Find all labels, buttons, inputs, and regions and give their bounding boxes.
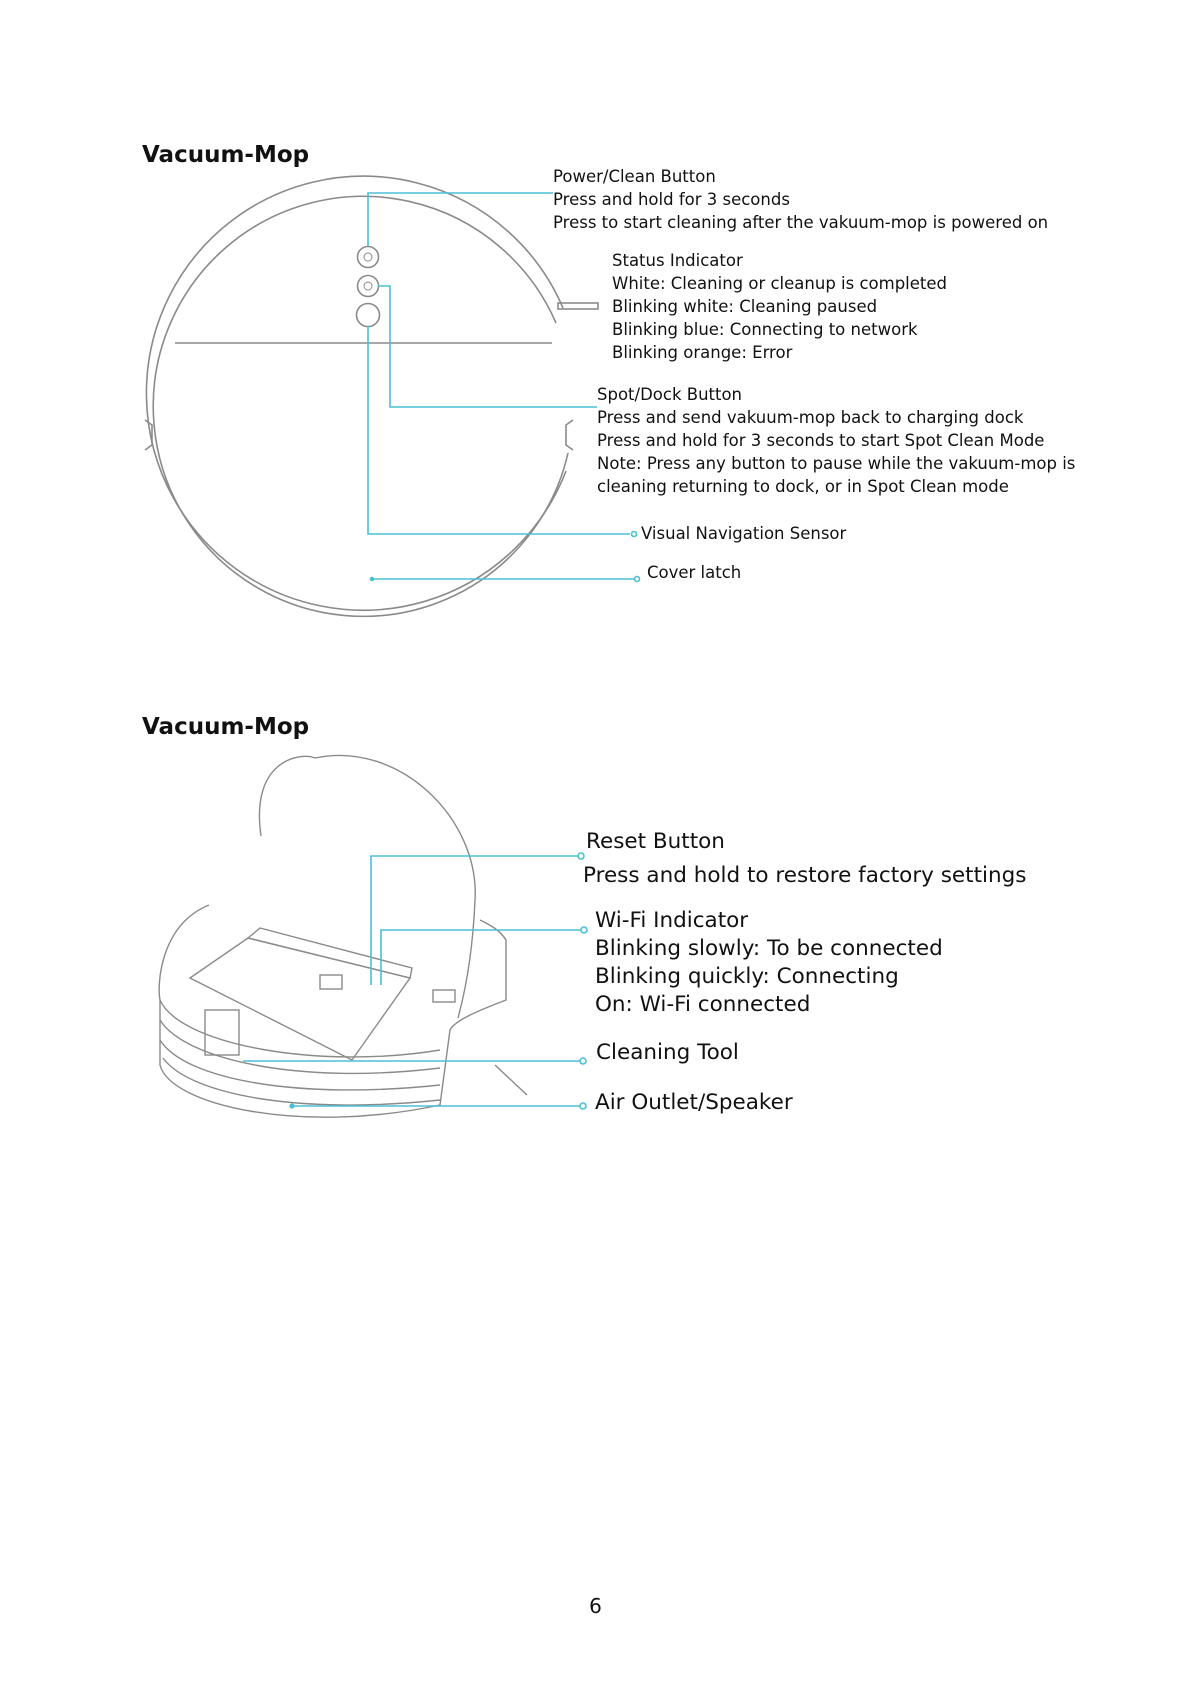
cleaning-tool-title: Cleaning Tool bbox=[596, 1040, 739, 1065]
power-button-line: Press and hold for 3 seconds bbox=[553, 190, 790, 209]
status-indicator-line: Blinking blue: Connecting to network bbox=[612, 320, 918, 339]
power-button-title: Power/Clean Button bbox=[553, 167, 716, 186]
spot-dock-line: Press and send vakuum-mop back to charging dock bbox=[597, 408, 1024, 427]
spot-dock-line: Note: Press any button to pause while the vakuum-mop is bbox=[597, 454, 1076, 473]
wifi-indicator-callout bbox=[595, 907, 943, 1019]
wifi-indicator-line: On: Wi-Fi connected bbox=[595, 992, 811, 1017]
cover-latch-title: Cover latch bbox=[647, 563, 742, 582]
lid-hinge bbox=[433, 990, 455, 1002]
reset-button-title: Reset Button bbox=[586, 829, 725, 854]
wifi-indicator-line: Blinking quickly: Connecting bbox=[595, 964, 899, 989]
page-number: 6 bbox=[589, 1594, 602, 1618]
section-heading-bottom: Vacuum-Mop bbox=[142, 714, 310, 740]
open-lid-outline bbox=[259, 755, 475, 1018]
wifi-indicator-title: Wi-Fi Indicator bbox=[595, 908, 749, 933]
status-indicator-line: White: Cleaning or cleanup is completed bbox=[612, 274, 948, 293]
wifi-indicator-leader bbox=[381, 930, 583, 985]
inner-compartment-lid bbox=[190, 938, 410, 1060]
spot-dock-line: Press and hold for 3 seconds to start Spot Clean Mode bbox=[597, 431, 1045, 450]
wifi-indicator-line: Blinking slowly: To be connected bbox=[595, 936, 943, 961]
robot-body-rim bbox=[160, 1000, 440, 1057]
power-button-line: Press to start cleaning after the vakuum-mop is powered on bbox=[553, 213, 1049, 232]
spot-dock-line: cleaning returning to dock, or in Spot Clean mode bbox=[597, 477, 1009, 496]
air-outlet-title: Air Outlet/Speaker bbox=[595, 1090, 793, 1115]
reset-button-line: Press and hold to restore factory settings bbox=[583, 863, 1027, 888]
visual-sensor-title: Visual Navigation Sensor bbox=[641, 524, 847, 543]
cleaning-tool-shape bbox=[205, 1010, 239, 1055]
reset-button-shape bbox=[320, 975, 342, 989]
side-brush-line bbox=[495, 1065, 527, 1095]
status-indicator-title: Status Indicator bbox=[612, 251, 743, 270]
spot-dock-title: Spot/Dock Button bbox=[597, 385, 743, 404]
status-indicator-line: Blinking white: Cleaning paused bbox=[612, 297, 878, 316]
section-heading-top: Vacuum-Mop bbox=[142, 142, 310, 168]
robot-open-lid-illustration bbox=[159, 755, 527, 1117]
robot-body-outline bbox=[159, 905, 506, 1117]
compartment-vent bbox=[248, 928, 412, 978]
status-indicator-line: Blinking orange: Error bbox=[612, 343, 793, 362]
